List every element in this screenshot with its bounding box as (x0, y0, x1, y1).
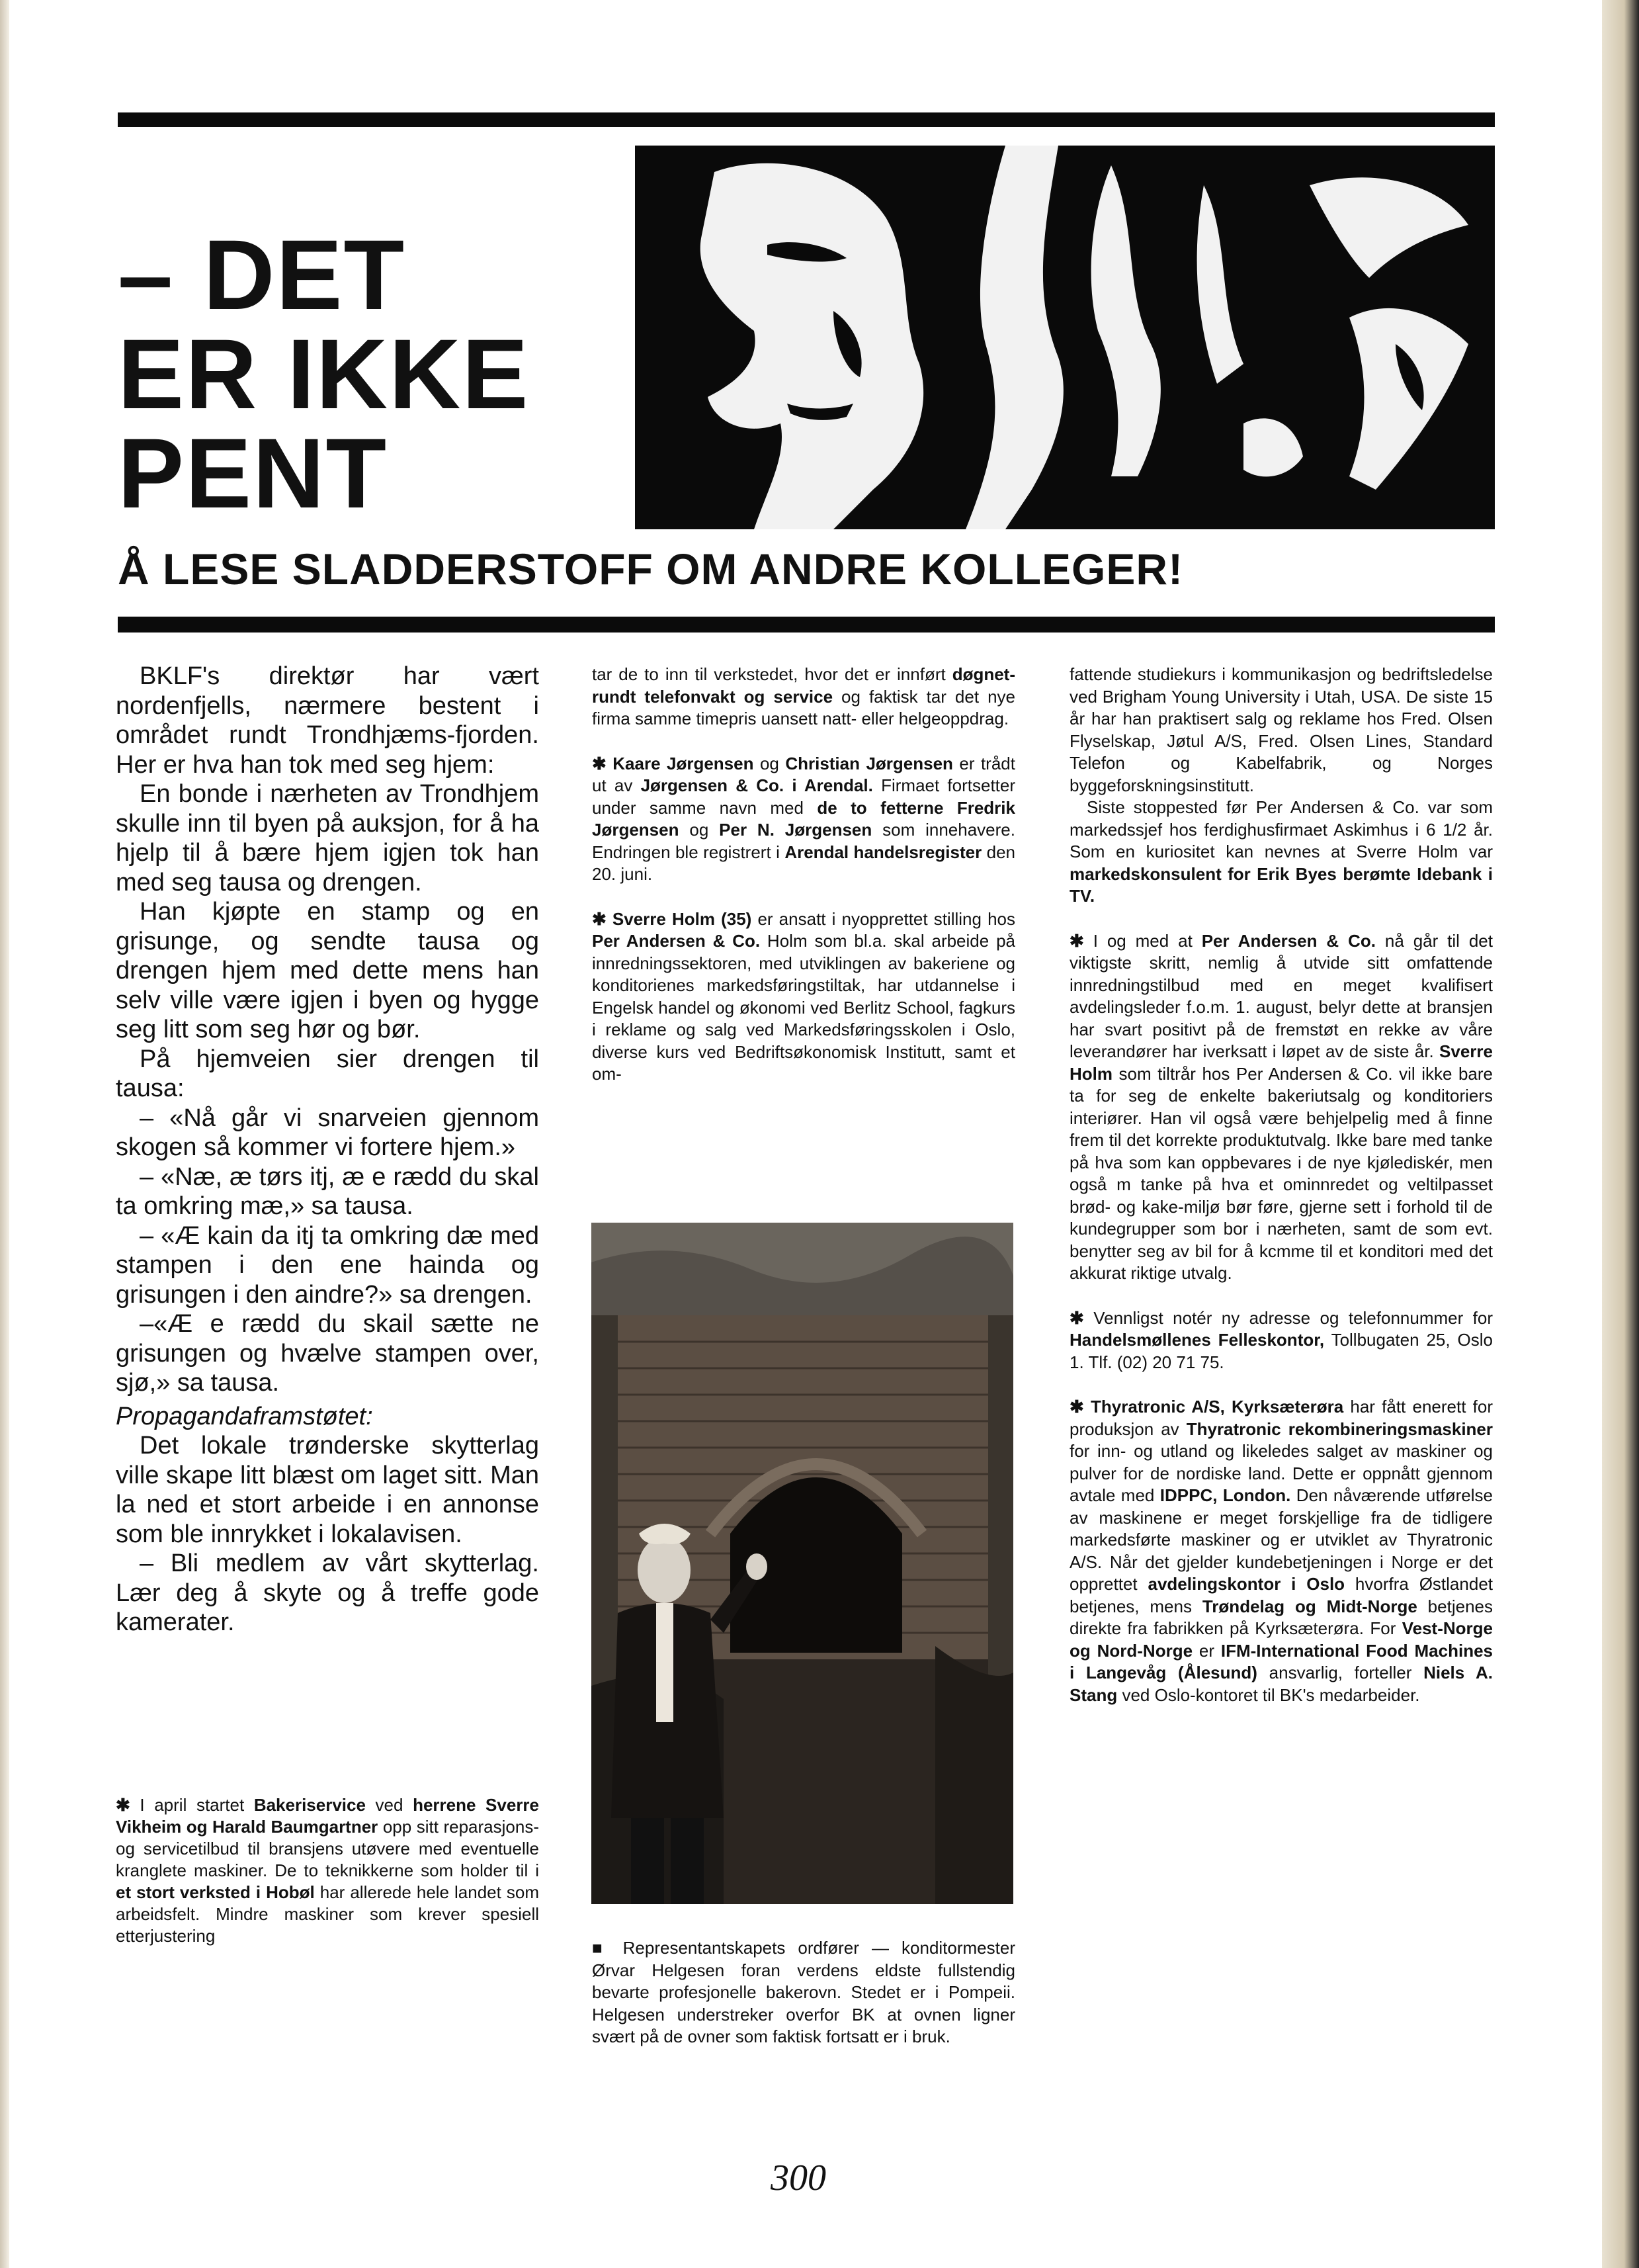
caption-paragraph (592, 1937, 1015, 2048)
story-paragraph: – Bli medlem av vårt skytterlag. Lær deg å skyte og å treffe gode kamerater. (116, 1549, 539, 1636)
news-text: og (753, 753, 786, 773)
star-bullet: ✱ (1070, 1397, 1084, 1417)
news-bold: avdelingskontor i Oslo (1148, 1574, 1345, 1594)
news-bold: markedskonsulent for Erik Byes berømte Idebank i TV. (1070, 863, 1493, 906)
news-text: betjenes direkte fra fabrikken på Kyrksæterøra. For (1070, 1596, 1493, 1638)
news-item-bakeriservice (116, 1794, 539, 1947)
news-text: hvorfra Østlandet betjenes, mens (1070, 1574, 1493, 1616)
story-paragraph: Han kjøpte en stamp og en grisunge, og sendte tausa og drengen hjem med dette mens han selv ville være igjen i byen og hygge seg litt som seg hør og bør. (116, 898, 539, 1043)
news-bold: Sverre Holm (35) (612, 908, 752, 929)
news-bold: Niels A. Stang (1070, 1663, 1493, 1705)
news-bold: Per N. Jørgensen (719, 820, 872, 840)
news-text: ansvarlig, forteller (1257, 1663, 1424, 1682)
photo-caption (592, 1920, 1015, 2066)
news-text: har fått enerett for produksjon av (1070, 1397, 1493, 1439)
news-bold: Kaare Jørgensen (612, 753, 754, 773)
square-bullet: ■ (592, 1938, 610, 1958)
news-bold: Vest-Norge og Nord-Norge (1070, 1618, 1493, 1661)
caption-text: Representantskapets ordfører — konditormester Ørvar Helgesen foran verdens eldste fullstendig bevarte profesjonelle bakerovn. Stedet er i Pompeii. Helgesen understreker overfor BK at ovnen ligner svært på de ovner som faktisk fortsatt er i bruk. (592, 1938, 1015, 2046)
news-bold: de to fetterne Fredrik Jørgensen (592, 797, 1015, 840)
news-text: ved (365, 1795, 413, 1815)
news-text: er (1193, 1640, 1221, 1661)
column-2-news (592, 664, 1015, 1086)
star-bullet: ✱ (1070, 930, 1084, 951)
news-bold: Thyratronic A/S, Kyrksæterøra (1091, 1397, 1344, 1417)
news-text: Vennligst notér ny adresse og telefonnummer for (1093, 1307, 1493, 1328)
news-paragraph (1070, 1307, 1493, 1374)
news-paragraph (1070, 930, 1493, 1285)
news-bold: Thyratronic rekombineringsmaskiner (1186, 1418, 1493, 1439)
subheadline: Å LESE SLADDERSTOFF OM ANDRE KOLLEGER! (118, 545, 1184, 593)
star-bullet: ✱ (116, 1795, 130, 1815)
news-text: opp sitt reparasjons- og servicetilbud til bransjens utøvere med eventuelle kranglete maskiner. De to teknikkerne som holder til i (116, 1817, 539, 1880)
star-bullet: ✱ (592, 908, 607, 929)
news-text: som innehavere. Endringen ble registrert i (592, 820, 1015, 862)
headline-line-3: PENT (118, 417, 388, 529)
hero-illustration (635, 146, 1495, 529)
news-bold: et stort verksted i Hobøl (116, 1882, 315, 1902)
dialogue-line: – «Nå går vi snarveien gjennom skogen så kommer vi fortere hjem.» (116, 1104, 539, 1161)
story-paragraph: Det lokale trønderske skytterlag ville skape litt blæst om laget sitt. Man la ned et stort arbeide i en annonse som ble innrykket i lokalavisen. (116, 1432, 539, 1548)
headline-line-1: – DET (118, 219, 406, 330)
column-3-news (1070, 664, 1493, 1706)
headline-line-2: ER IKKE (118, 318, 530, 429)
news-paragraph (116, 1794, 539, 1947)
news-bold: Per Andersen & Co. (1201, 930, 1376, 951)
news-text: ved Oslo-kontoret til BK's medarbeider. (1117, 1684, 1420, 1705)
page-edge-right (1602, 0, 1639, 2268)
intro-paragraph: BKLF's direktør har vært nordenfjells, nærmere bestent i området rundt Trondhjæms-fjorden. Her er hva han tok med seg hjem: (116, 662, 539, 779)
story-paragraph: En bonde i nærheten av Trondhjem skulle inn til byen på auksjon, for å ha hjelp til å bære hjem igjen tok han med seg tausa og drengen. (116, 780, 539, 896)
news-text: Firmaet fortsetter under samme navn med (592, 775, 1016, 818)
page-number: 300 (771, 2158, 826, 2199)
star-bullet: ✱ (592, 753, 607, 773)
news-text: som tiltrår hos Per Andersen & Co. vil ikke bare ta for seg de enkelte bakeriutsalg og konditoriers interiører. Han vil også være behjelpelig med å finne frem til det korrekte produktutvalg. Ikke bare med tanke på hva som kan oppbevares i de nye kjølediskér, men også m tanke på hva et ominnredet og veltilpasset brød- og kake-miljø bør føre, gjerne sett i forhold til de kundegrupper som bor i nærheten, samt de som evt. benytter seg av bil for å kcmme til et konditori med det akkurat riktige utvalg. (1070, 1063, 1493, 1283)
news-paragraph (592, 664, 1015, 730)
news-bold: Bakeriservice (253, 1795, 366, 1815)
news-text: har allerede hele landet som arbeidsfelt. Mindre maskiner som krever spesiell etterjustering (116, 1882, 539, 1946)
news-text: nå går til det viktigste skritt, nemlig å utvide sitt omfattende innredningstilbud med en meget kvalifisert avdelingsleder f.o.m. 1. august, belyr dette at bransjen har svart positivt på de fremstøt en rekke av våre leverandører har iverksatt i løpet av de siste år. (1070, 930, 1493, 1061)
news-text: den 20. juni. (592, 842, 1016, 884)
news-bold: IDPPC, London. (1159, 1485, 1291, 1505)
news-text: Siste stoppested før Per Andersen & Co. var som markedssjef hos ferdighusfirmaet Askimhus i 6 1/2 år. Som en kuriositet kan nevnes at Sverre Holm var (1070, 797, 1493, 861)
news-text: er ansatt i nyopprettet stilling hos (751, 908, 1015, 929)
news-paragraph (1070, 1396, 1493, 1706)
dialogue-line: –«Æ e rædd du skail sætte ne grisungen og hvælve stampen over, sjø,» sa tausa. (116, 1310, 539, 1397)
news-text: tar de to inn til verkstedet, hvor det er innført (592, 664, 952, 684)
news-bold: Per Andersen & Co. (592, 931, 761, 951)
news-bold: døgnet-rundt telefonvakt og service (592, 664, 1015, 707)
news-text: for inn- og utland og likeledes salget av maskiner og pulver for de nordiske land. Dette er oppnått gjennom avtale med (1070, 1441, 1493, 1505)
news-text: er trådt ut av (592, 753, 1015, 795)
dialogue-line: – «Æ kain da itj ta omkring dæ med stampen i den ene hainda og grisungen i den aindre?» sa drengen. (116, 1221, 539, 1309)
news-bold: Sverre Holm (1070, 1041, 1493, 1084)
news-bold: Jørgensen & Co. i Arendal. (640, 775, 873, 795)
news-text: I april startet (140, 1795, 254, 1815)
news-bold: herrene Sverre Vikheim og Harald Baumgartner (116, 1795, 540, 1837)
headline (118, 219, 530, 529)
news-bold: Christian Jørgensen (785, 753, 953, 773)
news-paragraph (592, 908, 1015, 1086)
star-bullet: ✱ (1070, 1307, 1084, 1328)
news-bold: Trøndelag og Midt-Norge (1202, 1596, 1417, 1616)
dialogue-line: – «Næ, æ tørs itj, æ e rædd du skal ta omkring mæ,» sa tausa. (116, 1162, 539, 1220)
news-paragraph (592, 753, 1015, 886)
top-rule (118, 112, 1495, 127)
news-bold: IFM-International Food Machines i Langevåg (Ålesund) (1070, 1640, 1493, 1682)
news-bold: Arendal handelsregister (784, 842, 982, 862)
photo-pompeii-oven (591, 1223, 1013, 1904)
story-paragraph: På hjemveien sier drengen til tausa: (116, 1045, 539, 1102)
page-edge-left (0, 0, 9, 2268)
news-paragraph (1070, 797, 1493, 908)
news-paragraph (1070, 664, 1493, 797)
news-text: Tollbugaten 25, Oslo 1. Tlf. (02) 20 71 75. (1070, 1330, 1493, 1372)
news-bold: Handelsmøllenes Felleskontor, (1070, 1330, 1325, 1350)
news-text: Holm som bl.a. skal arbeide på innredningssektoren, med utviklingen av bakeriene og konditorienes markedsføringstiltak, har utdannelse i Engelsk handel og økonomi ved Berlitz School, fagkurs i reklame og salg ved Markedsføringsskolen i Oslo, diverse kurs ved Bedriftsøkonomisk Institutt, samt et om- (592, 931, 1015, 1084)
column-1-story (116, 662, 539, 1637)
news-text: I og med at (1093, 930, 1202, 951)
bottom-rule (118, 617, 1495, 632)
story-subheading: Propagandaframstøtet: (116, 1402, 373, 1430)
news-text: Den nåværende utførelse av maskinene er meget forskjellige fra de tidligere markedsførte maskiner og er utviklet av Thyratronic A/S. Når det gjelder kundebetjeningen i Norge er det opprettet (1070, 1485, 1493, 1594)
news-text: fattende studiekurs i kommunikasjon og bedriftsledelse ved Brigham Young University i Utah, USA. De siste 15 år har han praktisert salg og reklame hos Fred. Olsen Flyselskap, Jøtul A/S, Fred. Olsen Lines, Standard Telefon og Kabelfabrik, og Norges byggeforskningsinstitutt. (1070, 664, 1493, 795)
news-text: og (679, 820, 720, 840)
news-text: og faktisk tar det nye firma samme timepris uansett natt- eller helgeoppdrag. (592, 686, 1015, 728)
